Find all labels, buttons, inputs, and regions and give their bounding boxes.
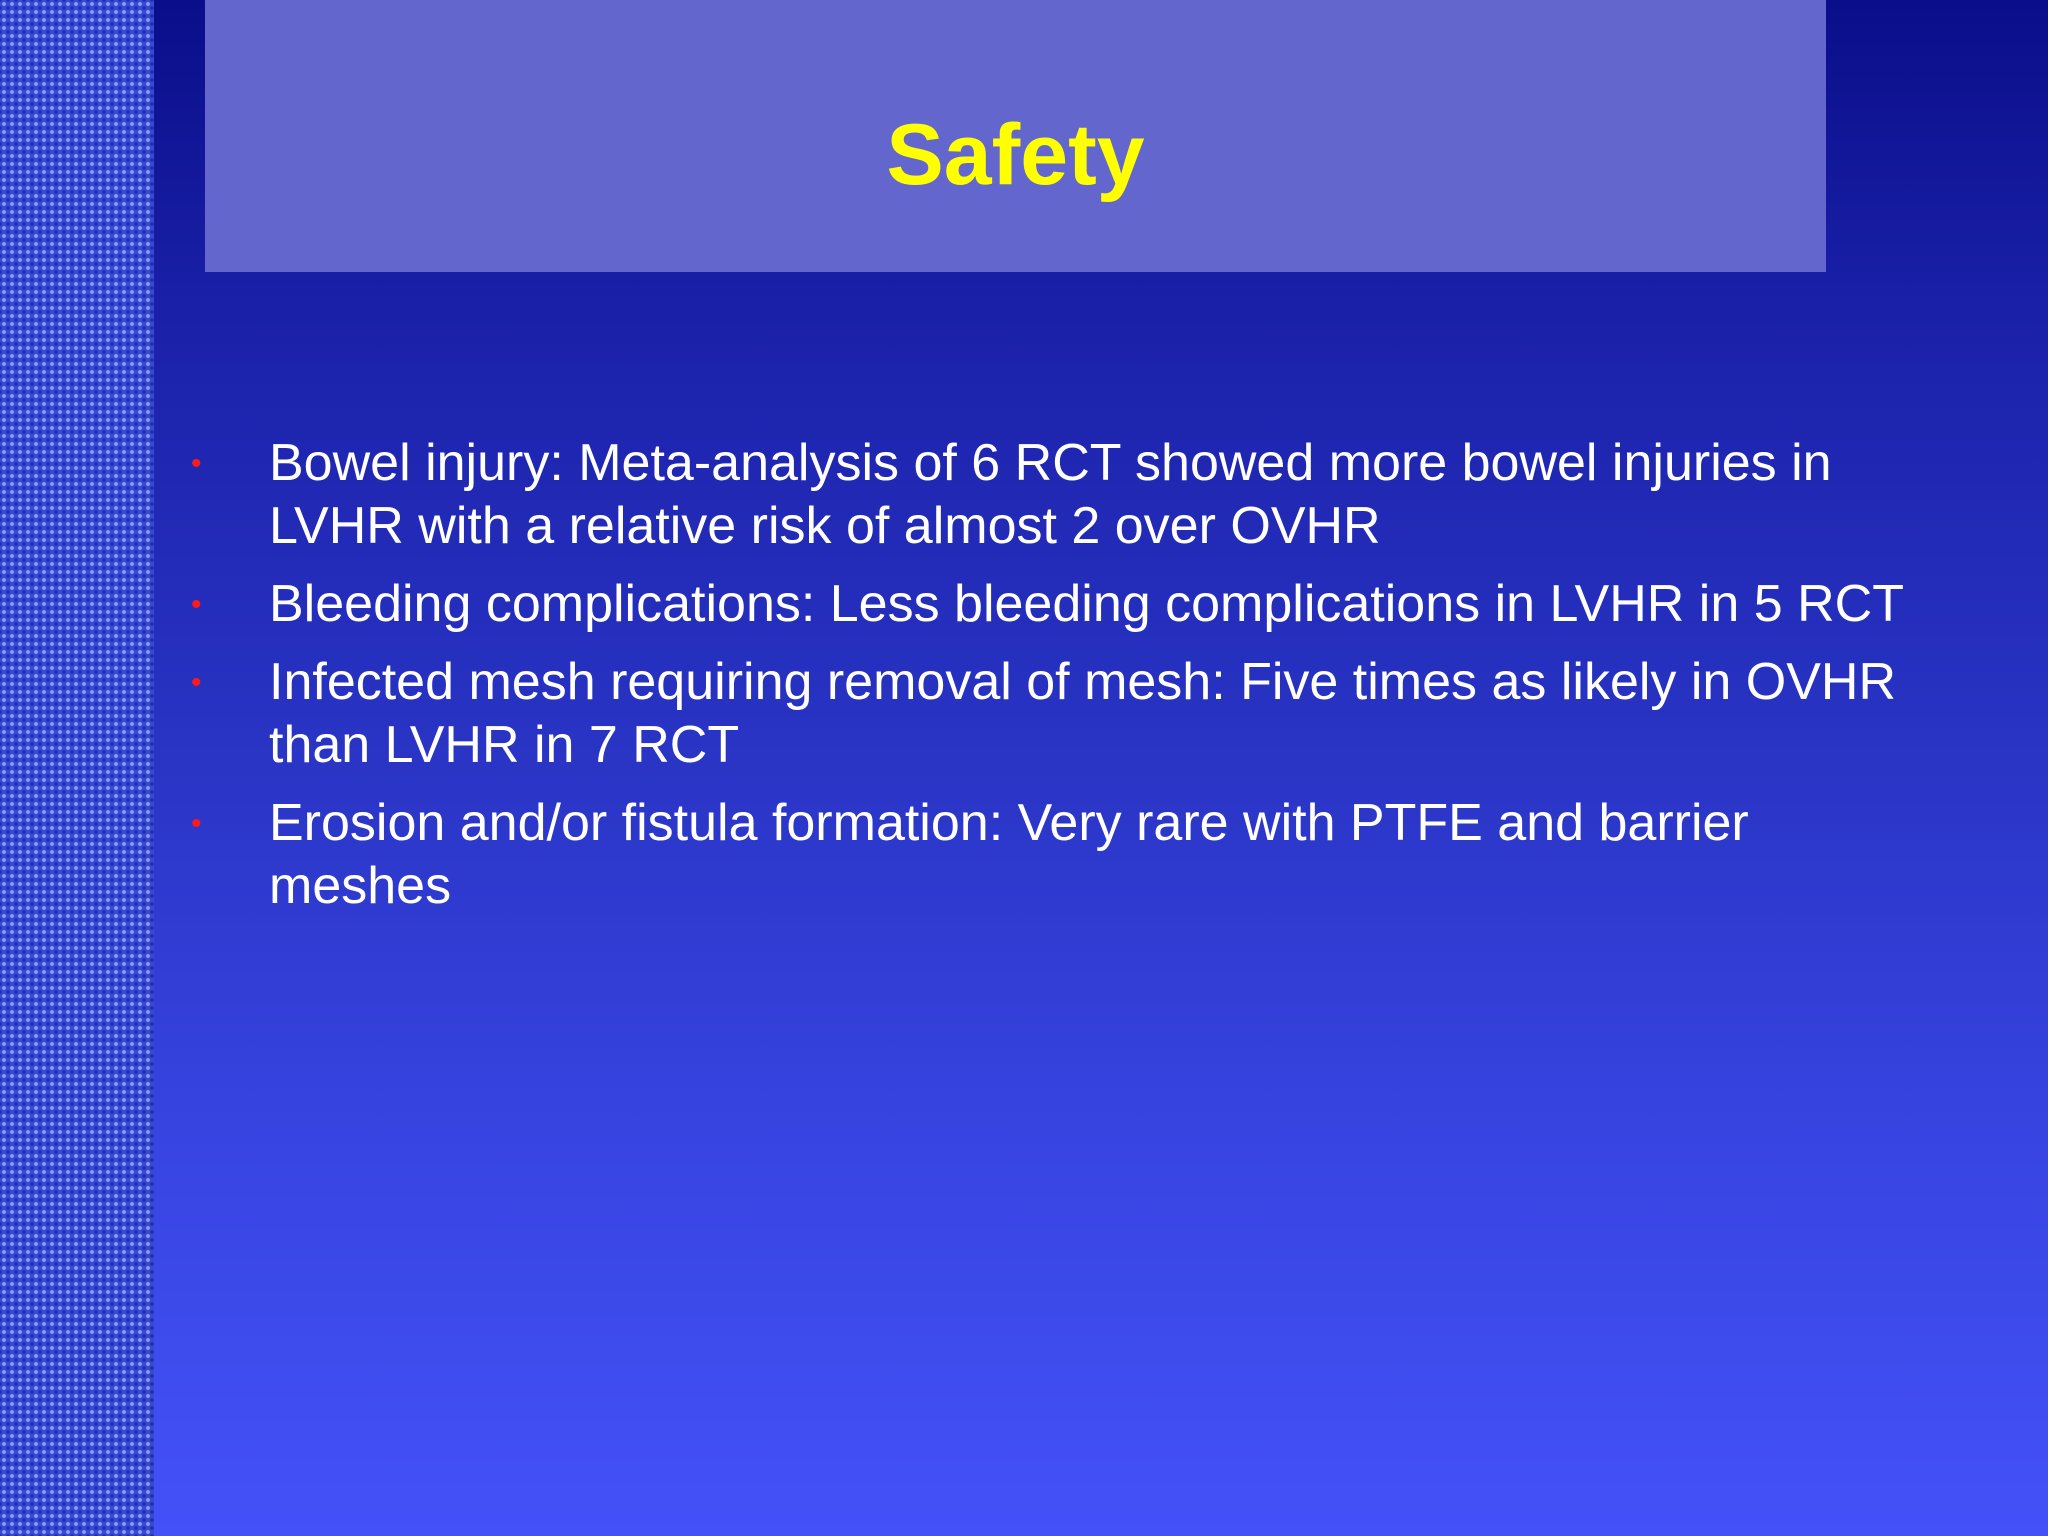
decorative-side-pattern <box>0 0 154 1536</box>
bullet-text: Erosion and/or fistula formation: Very rare with PTFE and barrier meshes <box>269 794 1749 915</box>
bullet-list <box>187 432 1907 933</box>
bullet-dot-icon: • <box>191 807 202 840</box>
slide-title: Safety <box>886 107 1145 203</box>
bullet-item <box>187 432 1907 558</box>
bullet-dot-icon: • <box>191 588 202 621</box>
bullet-item <box>187 651 1907 777</box>
bullet-dot-icon: • <box>191 666 202 699</box>
bullet-text: Infected mesh requiring removal of mesh: Five times as likely in OVHR than LVHR in 7 RCT <box>269 653 1897 774</box>
bullet-dot-icon: • <box>191 447 202 480</box>
bullet-item <box>187 573 1907 636</box>
title-bar <box>205 0 1826 272</box>
bullet-item <box>187 792 1907 918</box>
bullet-text: Bowel injury: Meta-analysis of 6 RCT showed more bowel injuries in LVHR with a relative risk of almost 2 over OVHR <box>269 434 1832 555</box>
bullet-text: Bleeding complications: Less bleeding complications in LVHR in 5 RCT <box>269 575 1904 633</box>
